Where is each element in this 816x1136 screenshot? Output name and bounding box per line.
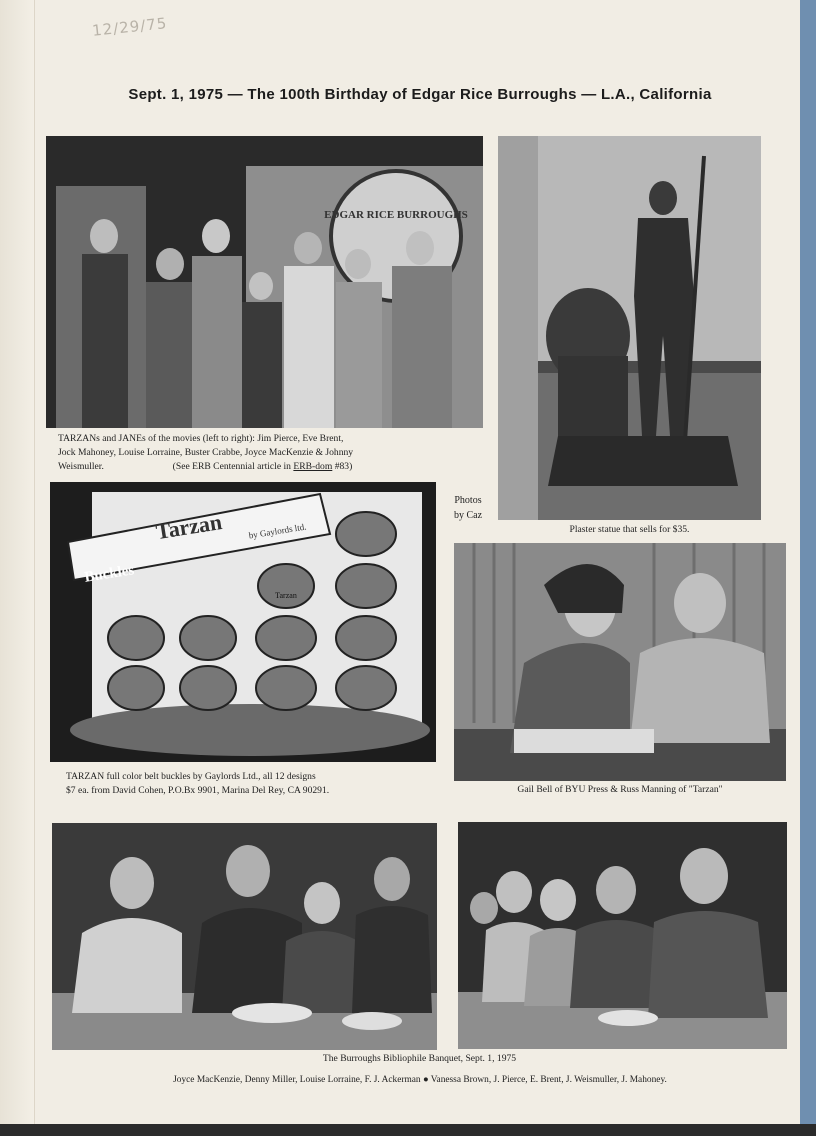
- caption-line: TARZAN full color belt buckles by Gaylords Ltd., all 12 designs: [66, 771, 316, 782]
- caption-line: [58, 460, 353, 474]
- caption-fragment: #83): [334, 461, 353, 472]
- caption-line: Jock Mahoney, Louise Lorraine, Buster Crabbe, Joyce MacKenzie & Johnny: [58, 447, 354, 458]
- sign-text: EDGAR RICE BURROUGHS: [324, 209, 468, 221]
- photo-banquet-left: [52, 823, 437, 1050]
- caption-line: TARZANs and JANEs of the movies (left to right): Jim Pierce, Eve Brent,: [58, 433, 344, 444]
- caption-statue: Plaster statue that sells for $35.: [569, 524, 690, 535]
- caption-tarzans-janes: [58, 432, 353, 474]
- banner-subtitle: by Gaylords ltd.: [247, 521, 308, 541]
- binding-edge: [0, 0, 35, 1126]
- photo-banquet-right: [458, 822, 787, 1049]
- page-headline: Sept. 1, 1975 — The 100th Birthday of Edgar Rice Burroughs — L.A., California: [128, 86, 712, 103]
- photo-bell-manning: [454, 543, 786, 781]
- credit-line: Photos: [454, 495, 482, 506]
- caption-fragment: Weismuller.: [58, 461, 104, 472]
- caption-fragment: (See ERB Centennial article in: [172, 461, 291, 472]
- caption-line: $7 ea. from David Cohen, P.O.Bx 9901, Marina Del Rey, CA 90291.: [66, 785, 330, 796]
- background-edge: [800, 0, 816, 1136]
- caption-bell-manning: Gail Bell of BYU Press & Russ Manning of "Tarzan": [517, 784, 723, 795]
- background-bottom: [0, 1124, 816, 1136]
- banner-buckles-label: Buckles: [83, 562, 136, 586]
- pencil-note: 12/29/75: [91, 14, 169, 40]
- photo-belt-buckles: [50, 482, 436, 762]
- photo-credit: [446, 493, 490, 523]
- banner-title: Tarzan: [154, 509, 224, 545]
- photo-tarzans-janes: [46, 136, 483, 428]
- caption-belt-buckles: [66, 770, 329, 798]
- photo-statue: [498, 136, 761, 520]
- caption-banquet: The Burroughs Bibliophile Banquet, Sept. 1, 1975: [322, 1053, 517, 1064]
- caption-magazine-ref: ERB-dom: [293, 461, 333, 472]
- caption-banquet-names: Joyce MacKenzie, Denny Miller, Louise Lorraine, F. J. Ackerman ● Vanessa Brown, J. Pierce, E. Brent, J. Weismuller, J. Mahoney.: [173, 1075, 667, 1085]
- credit-line: by Caz: [453, 510, 483, 521]
- buckle-label: Tarzan: [275, 591, 297, 600]
